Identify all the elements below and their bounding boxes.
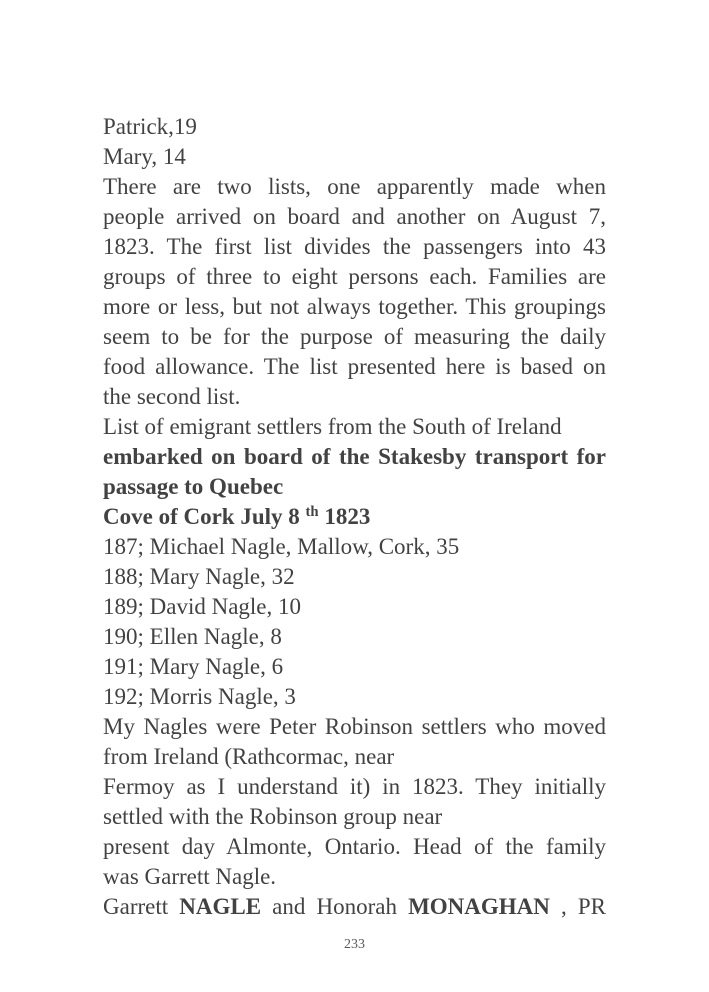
text-run: people arrived on board and another on August 7, [103,204,606,229]
text-run: NAGLE [179,894,262,919]
text-line [103,682,606,712]
text-line [103,112,606,142]
page-number: 233 [344,937,365,952]
text-line [103,532,606,562]
text-line [103,892,606,922]
text-run: MONAGHAN [408,894,550,919]
text-run: present day Almonte, Ontario. Head of the family [103,834,606,859]
text-line [103,202,606,232]
text-run: passage to Quebec [103,474,284,499]
text-run: food allowance. The list presented here is based on [103,354,606,379]
text-run: Patrick,19 [103,114,197,139]
text-line [103,352,606,382]
text-run: and Honorah [261,894,409,919]
text-run: Cove of Cork July 8 [103,504,306,529]
text-line [103,232,606,262]
text-line [103,412,606,442]
text-line [103,172,606,202]
text-run: groups of three to eight persons each. Families are [103,264,606,289]
text-run: 192; Morris Nagle, 3 [103,684,296,709]
text-line [103,622,606,652]
text-line [103,802,606,832]
text-run: 187; Michael Nagle, Mallow, Cork, 35 [103,534,460,559]
text-line [103,712,606,742]
text-run: Garrett [103,894,180,919]
text-run: more or less, but not always together. This groupings [103,294,606,319]
text-line [103,772,606,802]
text-line [103,442,606,472]
text-run: List of emigrant settlers from the South of Ireland [103,414,562,439]
text-line [103,592,606,622]
text-line [103,502,606,532]
text-line [103,292,606,322]
text-run: Fermoy as I understand it) in 1823. They initially [103,774,606,799]
text-run: 1823. The first list divides the passengers into 43 [103,234,606,259]
text-block [103,112,606,922]
text-line [103,562,606,592]
text-run: Mary, 14 [103,144,186,169]
text-line [103,262,606,292]
text-line [103,472,606,502]
text-line [103,322,606,352]
text-run: , PR [549,894,606,919]
text-line [103,862,606,892]
text-run: was Garrett Nagle. [103,864,277,889]
text-run: 190; Ellen Nagle, 8 [103,624,282,649]
text-line [103,652,606,682]
text-run: 1823 [318,504,371,529]
text-line [103,382,606,412]
text-run: 188; Mary Nagle, 32 [103,564,295,589]
superscript-text: th [305,503,319,520]
text-run: 191; Mary Nagle, 6 [103,654,284,679]
text-run: the second list. [103,384,241,409]
text-run: embarked on board of the Stakesby transport for [103,444,606,469]
text-run: My Nagles were Peter Robinson settlers who moved [103,714,606,739]
text-line [103,832,606,862]
text-run: There are two lists, one apparently made when [103,174,606,199]
text-run: settled with the Robinson group near [103,804,443,829]
text-run: from Ireland (Rathcormac, near [103,744,395,769]
text-line [103,742,606,772]
text-line [103,142,606,172]
text-run: 189; David Nagle, 10 [103,594,302,619]
text-run: seem to be for the purpose of measuring the daily [103,324,606,349]
